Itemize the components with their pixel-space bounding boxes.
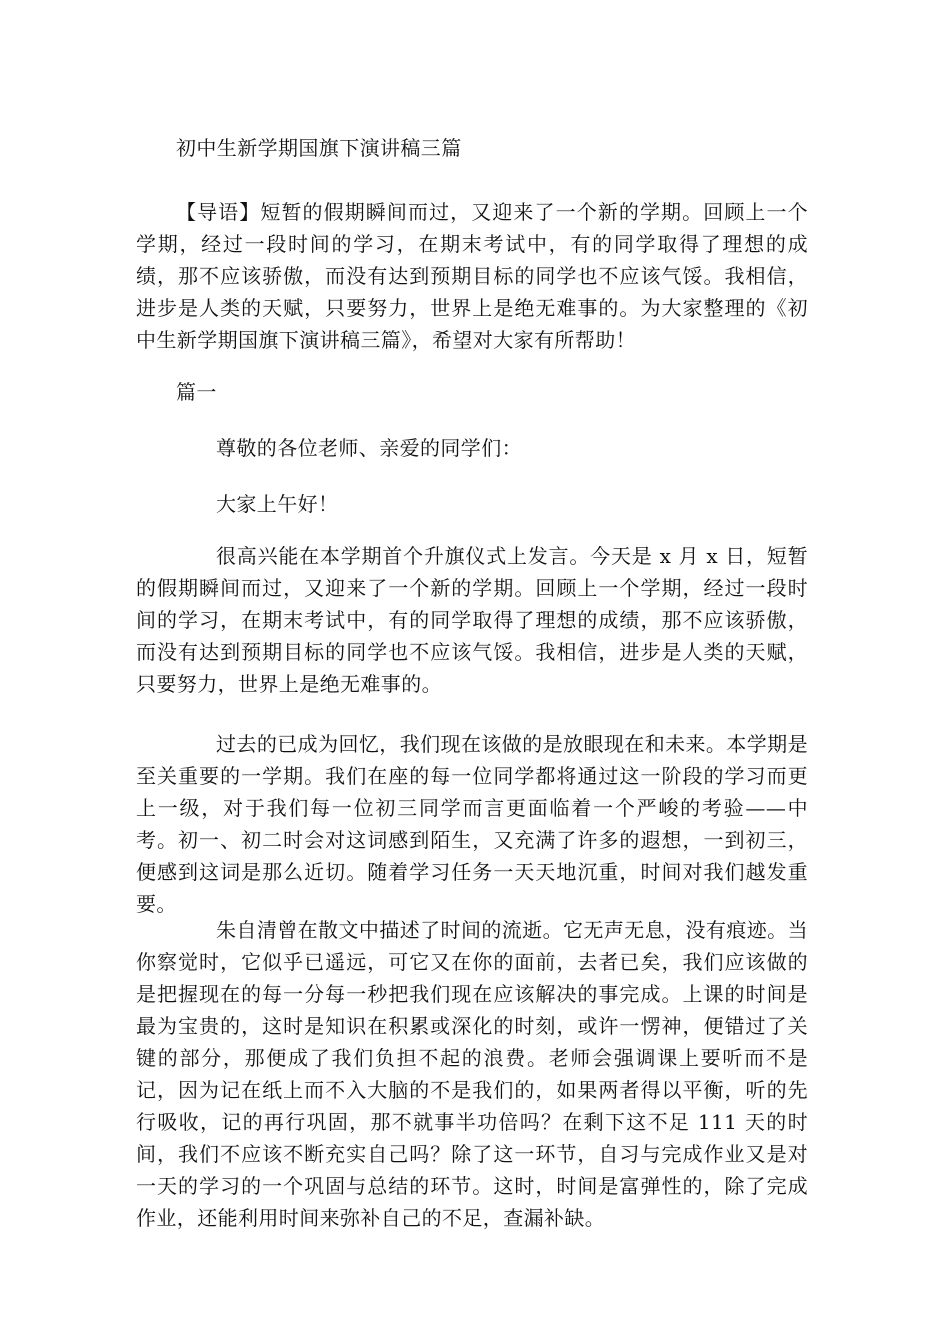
salutation: 尊敬的各位老师、亲爱的同学们：: [216, 436, 522, 460]
section-heading: 篇一: [176, 380, 217, 404]
document-title: 初中生新学期国旗下演讲稿三篇: [176, 136, 462, 160]
body-paragraph-2: 过去的已成为回忆，我们现在该做的是放眼现在和未来。本学期是至关重要的一学期。我们在座的每一位同学都将通过这一阶段的学习而更上一级，对于我们每一位初三同学而言更面临着一个严峻的考验——中考。初一、初二时会对这词感到陌生，又充满了许多的遐想，一到初三，便感到这词是那么近切。随着学习任务一天天地沉重，时间对我们越发重要。: [136, 732, 808, 916]
greeting: 大家上午好！: [216, 492, 339, 516]
body-paragraph-3: 朱自清曾在散文中描述了时间的流逝。它无声无息，没有痕迹。当你察觉时，它似乎已遥远，可它又在你的面前，去者已矣，我们应该做的是把握现在的每一分每一秒把我们现在应该解决的事完成。上课的时间是最为宝贵的，这时是知识在积累或深化的时刻，或许一愣神，便错过了关键的部分，那便成了我们负担不起的浪费。老师会强调课上要听而不是记，因为记在纸上而不入大脑的不是我们的，如果两者得以平衡，听的先行吸收，记的再行巩固，那不就事半功倍吗？在剩下这不足 111 天的时间，我们不应该不断充实自己吗？除了这一环节，自习与完成作业又是对一天的学习的一个巩固与总结的环节。这时，时间是富弹性的，除了完成作业，还能利用时间来弥补自己的不足，查漏补缺。: [136, 918, 808, 1230]
body-paragraph-1: 很高兴能在本学期首个升旗仪式上发言。今天是 x 月 x 日，短暂的假期瞬间而过，又迎来了一个新的学期。回顾上一个学期，经过一段时间的学习，在期末考试中，有的同学取得了理想的成绩，那不应该骄傲，而没有达到预期目标的同学也不应该气馁。我相信，进步是人类的天赋，只要努力，世界上是绝无难事的。: [136, 544, 808, 696]
intro-paragraph: 【导语】短暂的假期瞬间而过，又迎来了一个新的学期。回顾上一个学期，经过一段时间的学习，在期末考试中，有的同学取得了理想的成绩，那不应该骄傲，而没有达到预期目标的同学也不应该气馁。我相信，进步是人类的天赋，只要努力，世界上是绝无难事的。为大家整理的《初中生新学期国旗下演讲稿三篇》，希望对大家有所帮助！: [136, 200, 808, 352]
